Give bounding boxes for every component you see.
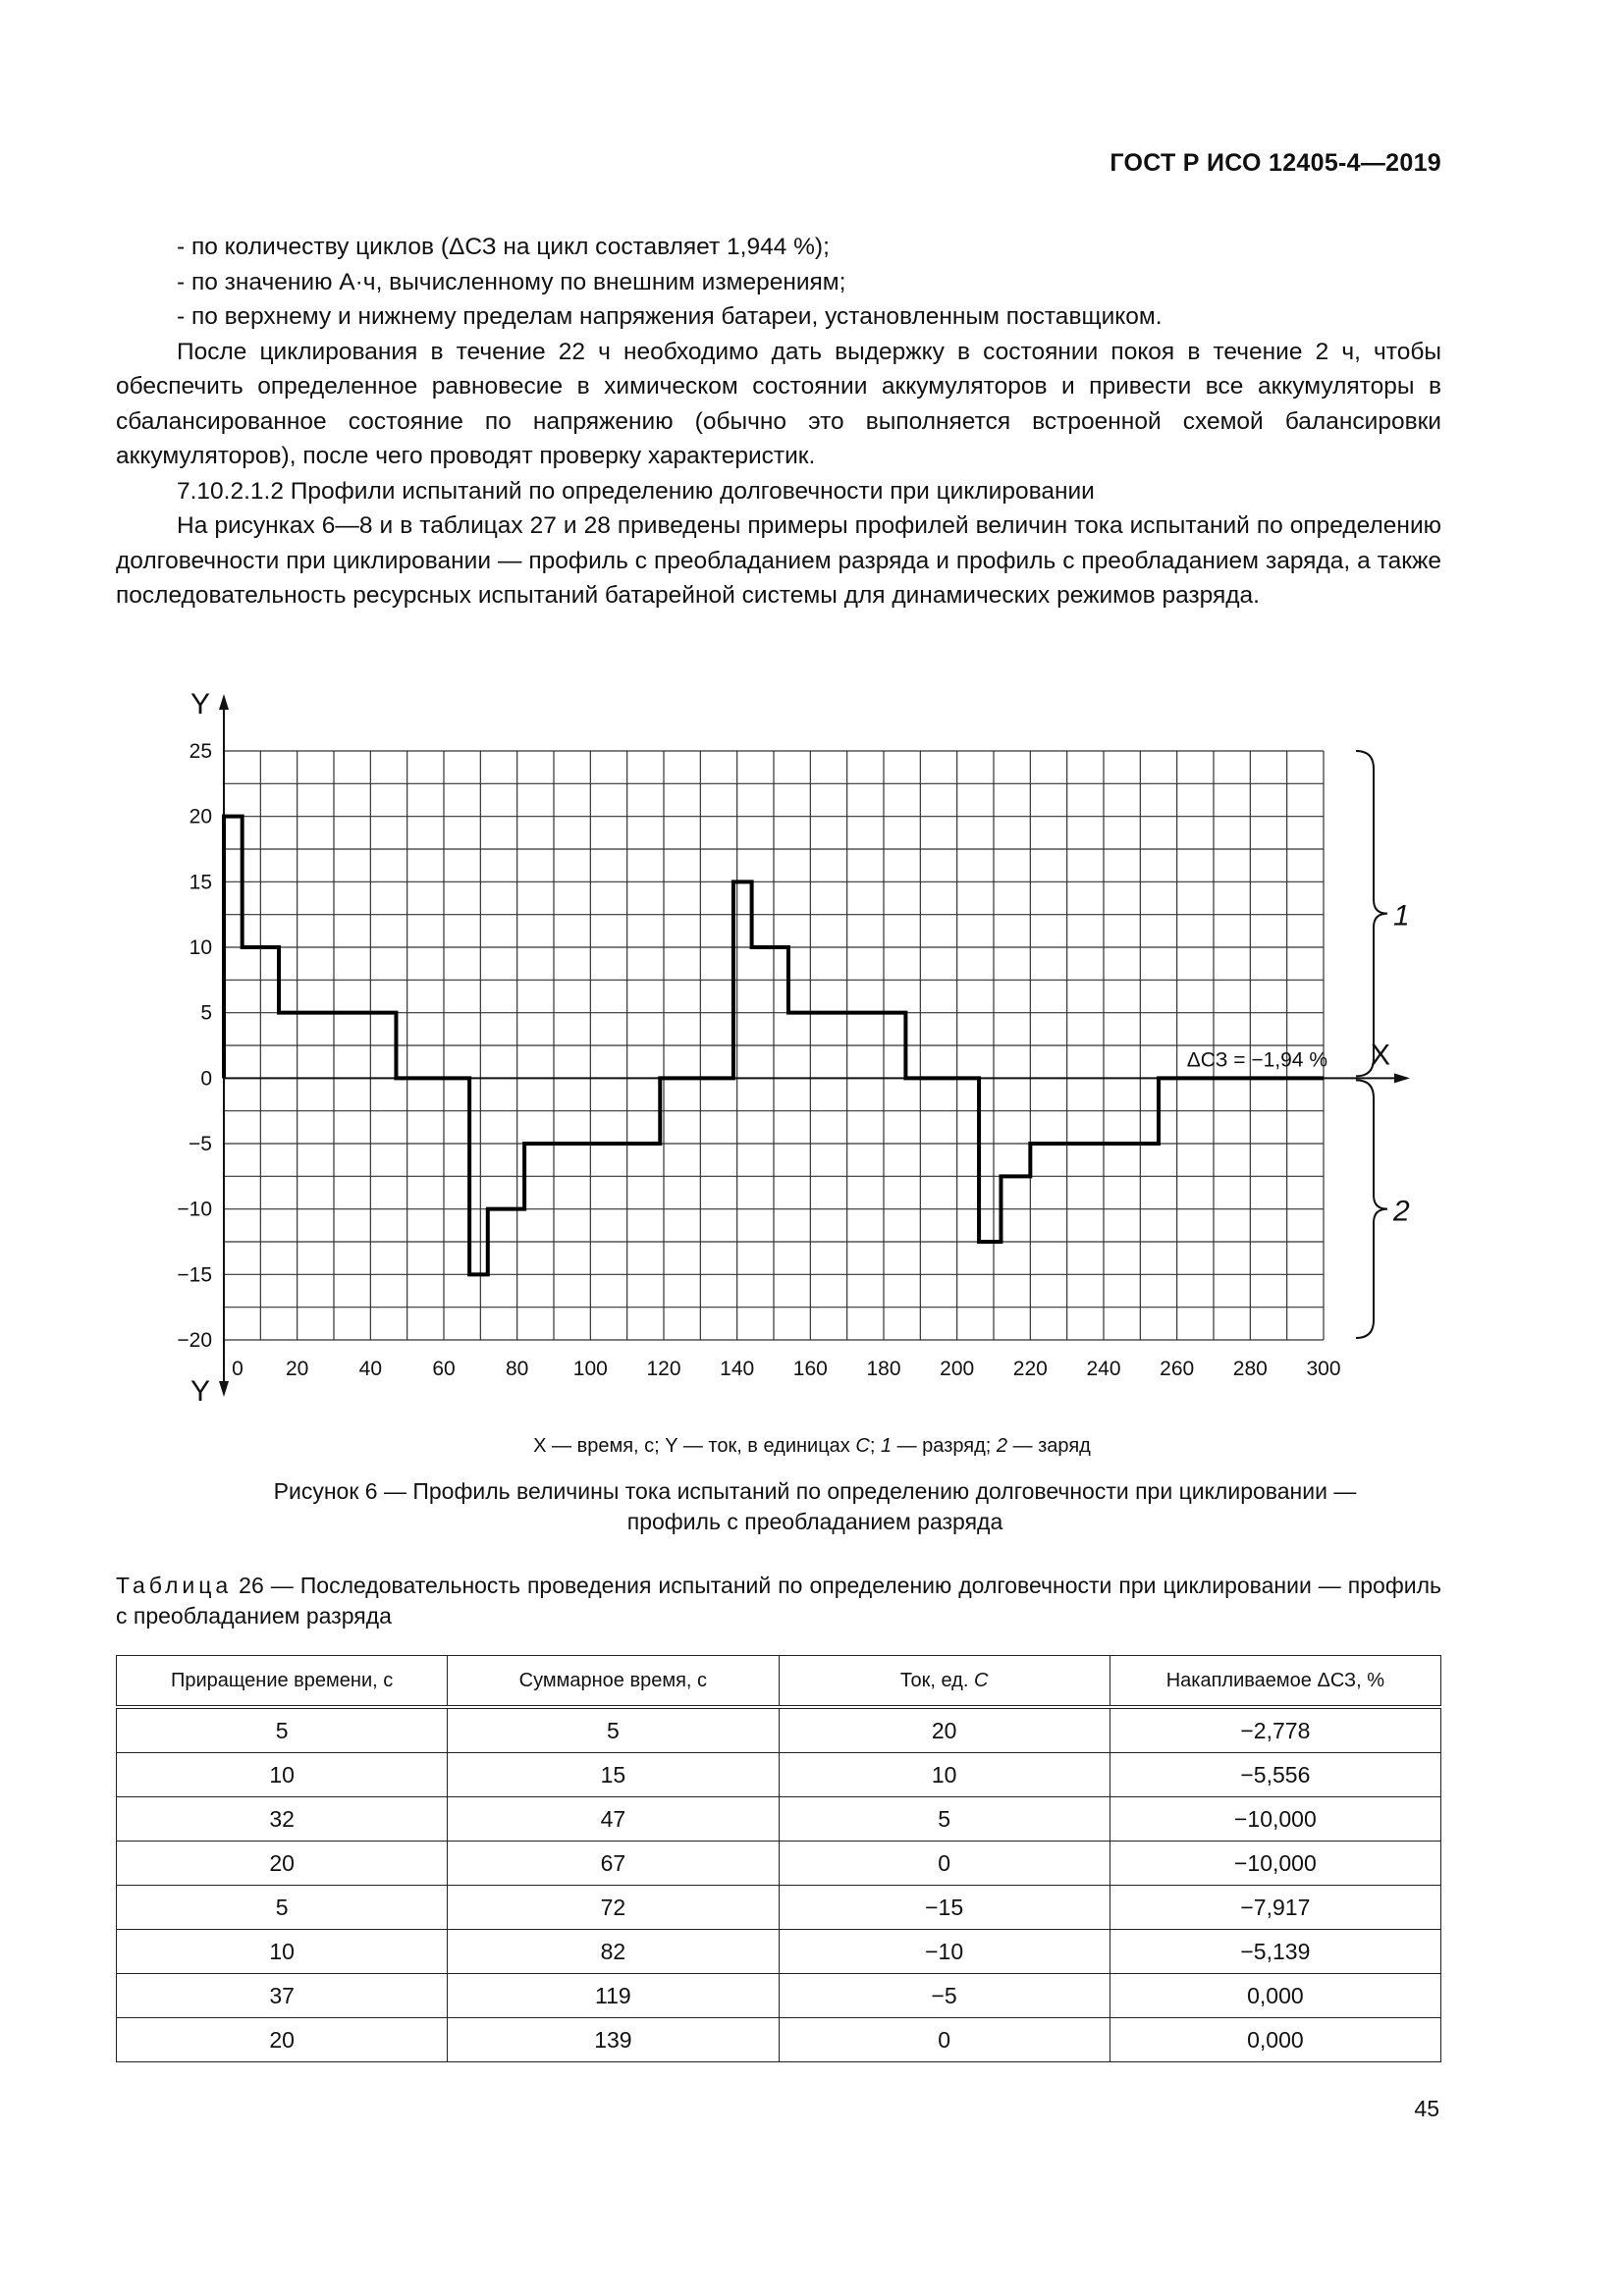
table-cell: −10,000: [1110, 1797, 1440, 1842]
x-tick-label: 260: [1160, 1358, 1195, 1380]
table-title: [116, 1571, 1441, 1631]
x-tick-label: 100: [572, 1358, 608, 1380]
table-cell: 15: [448, 1753, 779, 1797]
x-tick-label: 300: [1306, 1358, 1341, 1380]
legend-part: ;: [869, 1435, 881, 1457]
y-axis-arrow-down: [219, 1381, 229, 1397]
y-tick-label: 0: [200, 1067, 212, 1091]
table-cell: −10,000: [1110, 1842, 1440, 1886]
x-axis-label: X: [1371, 1039, 1391, 1072]
brace-label-discharge: 1: [1393, 899, 1410, 933]
table-cell: 20: [779, 1707, 1110, 1753]
legend-part: 1: [880, 1435, 893, 1457]
y-tick-label: 15: [189, 871, 212, 894]
table-cell: 10: [117, 1753, 448, 1797]
paragraph: На рисунках 6—8 и в таблицах 27 и 28 приведены примеры профилей величин тока испытаний по определению долговечности при циклировании — профиль с преобладанием разряда и профиль с преобладанием заряда, а также последовательность ресурсных испытаний батарейной системы для динамических режимов разряда.: [116, 512, 1441, 609]
caption-line: профиль с преобладанием разряда: [626, 1509, 1003, 1534]
y-axis-label-top: Y: [190, 688, 211, 721]
y-tick-label: 20: [189, 805, 212, 828]
table-title-text: 26 — Последовательность проведения испытаний по определению долговечности при циклировании — профиль с преобладанием разряда: [116, 1573, 1441, 1629]
table-cell: 0: [779, 2018, 1110, 2062]
column-header: Приращение времени, с: [117, 1656, 448, 1708]
charge-brace: [1356, 1080, 1387, 1338]
table-cell: 5: [779, 1797, 1110, 1842]
table-cell: 37: [117, 1974, 448, 2018]
table-body: [117, 1707, 1441, 2062]
table-row: [117, 1886, 1441, 1930]
document-id: ГОСТ Р ИСО 12405-4—2019: [1110, 149, 1441, 177]
table-cell: 10: [117, 1930, 448, 1974]
table-cell: 10: [779, 1753, 1110, 1797]
brace-label-charge: 2: [1393, 1195, 1410, 1228]
table-cell: 119: [448, 1974, 779, 2018]
x-tick-label: 0: [232, 1358, 244, 1380]
x-tick-label: 180: [866, 1358, 901, 1380]
legend-part: X — время, с; Y — ток, в единицах: [533, 1435, 856, 1457]
x-tick-label: 200: [940, 1358, 975, 1380]
table-cell: 5: [448, 1707, 779, 1753]
x-tick-label: 40: [358, 1358, 383, 1380]
table-cell: −5: [779, 1974, 1110, 2018]
table-cell: 82: [448, 1930, 779, 1974]
header-unit: C: [973, 1669, 989, 1691]
y-tick-label: 25: [189, 740, 212, 763]
y-tick-label: −15: [177, 1263, 212, 1287]
y-tick-label: −5: [189, 1133, 212, 1155]
table-row: [117, 1707, 1441, 1753]
table-label: Таблица: [116, 1573, 233, 1598]
y-tick-label: 10: [189, 936, 212, 959]
chart-tick-labels: [177, 740, 1340, 1380]
table-cell: 0,000: [1110, 2018, 1440, 2062]
delta-soc-annotation: ΔСЗ = −1,94 %: [1186, 1048, 1327, 1072]
x-tick-label: 80: [505, 1358, 529, 1380]
x-tick-label: 280: [1232, 1358, 1268, 1380]
table-cell: 0,000: [1110, 1974, 1440, 2018]
x-tick-label: 160: [792, 1358, 828, 1380]
table-cell: 67: [448, 1842, 779, 1886]
y-axis-arrow-up: [219, 694, 229, 710]
x-axis-arrow: [1394, 1073, 1410, 1083]
body-text: [116, 230, 1441, 614]
page-number: 45: [1414, 2096, 1439, 2121]
table-cell: 139: [448, 2018, 779, 2062]
header-text: Ток, ед.: [899, 1669, 974, 1691]
table-cell: −15: [779, 1886, 1110, 1930]
x-tick-label: 60: [432, 1358, 456, 1380]
discharge-brace: [1356, 751, 1387, 1076]
table-cell: 5: [117, 1886, 448, 1930]
figure-caption: [167, 1476, 1463, 1537]
table-cell: −10: [779, 1930, 1110, 1974]
y-tick-label: 5: [200, 1001, 212, 1025]
table-row: [117, 1974, 1441, 2018]
table-cell: 32: [117, 1797, 448, 1842]
table-row: [117, 1930, 1441, 1974]
table-cell: −5,139: [1110, 1930, 1440, 1974]
legend-part: — заряд: [1007, 1435, 1091, 1457]
x-tick-label: 120: [646, 1358, 681, 1380]
column-header: Суммарное время, с: [448, 1656, 779, 1708]
y-tick-label: −20: [177, 1329, 212, 1352]
table-row: [117, 1842, 1441, 1886]
x-tick-label: 20: [285, 1358, 309, 1380]
bullet-item: - по значению А·ч, вычисленному по внешним измерениям;: [177, 268, 846, 295]
figure-legend: [0, 1435, 1624, 1458]
bullet-item: - по верхнему и нижнему пределам напряжения батареи, установленным поставщиком.: [177, 303, 1163, 330]
legend-part: 2: [996, 1435, 1008, 1457]
table-cell: −5,556: [1110, 1753, 1440, 1797]
x-tick-label: 220: [1012, 1358, 1048, 1380]
y-axis-label-bottom: Y: [190, 1375, 211, 1408]
table-cell: −7,917: [1110, 1886, 1440, 1930]
table-cell: 5: [117, 1707, 448, 1753]
current-profile-chart: [157, 667, 1434, 1433]
legend-part: — разряд;: [892, 1435, 997, 1457]
column-header: Накапливаемое ΔСЗ, %: [1110, 1656, 1440, 1708]
table-row: [117, 2018, 1441, 2062]
table-cell: −2,778: [1110, 1707, 1440, 1753]
table-row: [117, 1753, 1441, 1797]
table-cell: 72: [448, 1886, 779, 1930]
chart-grid: [224, 751, 1324, 1340]
x-tick-label: 140: [720, 1358, 755, 1380]
y-tick-label: −10: [177, 1198, 212, 1221]
table-row: [117, 1797, 1441, 1842]
table-cell: 20: [117, 2018, 448, 2062]
legend-part: C: [855, 1435, 870, 1457]
table-cell: 0: [779, 1842, 1110, 1886]
caption-line: Рисунок 6 — Профиль величины тока испытаний по определению долговечности при циклировании —: [273, 1478, 1357, 1504]
bullet-item: - по количеству циклов (ΔСЗ на цикл составляет 1,944 %);: [177, 234, 830, 260]
clause-heading: 7.10.2.1.2 Профили испытаний по определению долговечности при циклировании: [177, 477, 1095, 505]
table-cell: 47: [448, 1797, 779, 1842]
test-sequence-table: [116, 1655, 1441, 2062]
x-tick-label: 240: [1086, 1358, 1121, 1380]
paragraph: После циклирования в течение 22 ч необходимо дать выдержку в состоянии покоя в течение 2 ч, чтобы обеспечить определенное равновесие в химическом состоянии аккумуляторов и привести все аккумуляторы в сбалансированное состояние по напряжению (обычно это выполняется встроенной схемой балансировки аккумуляторов), после чего проводят проверку характеристик.: [116, 338, 1441, 469]
table-cell: 20: [117, 1842, 448, 1886]
column-header: [779, 1656, 1110, 1708]
table-header-row: [117, 1656, 1441, 1708]
